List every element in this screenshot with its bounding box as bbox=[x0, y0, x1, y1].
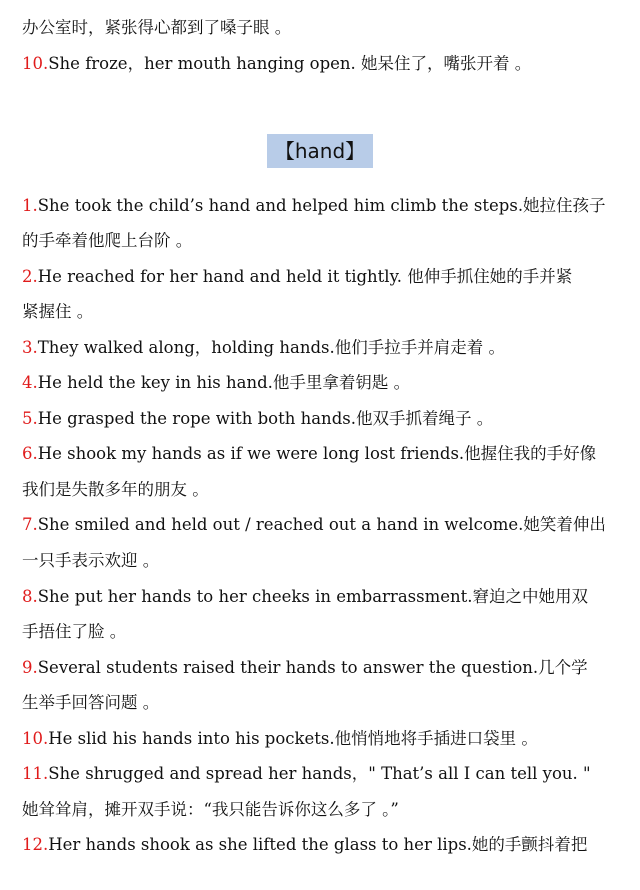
list-item-continuation: 紧握住 。 bbox=[22, 302, 94, 321]
item-text: She smiled and held out / reached out a hand in welcome.她笑着伸出 bbox=[37, 515, 606, 534]
list-item bbox=[22, 586, 622, 608]
list-item bbox=[22, 266, 622, 288]
list-item bbox=[22, 443, 622, 465]
item-text: He held the key in his hand.他手里拿着钥匙 。 bbox=[37, 373, 411, 392]
item-number: 11. bbox=[22, 764, 49, 783]
item-number: 8. bbox=[22, 587, 38, 606]
item-number: 12. bbox=[22, 835, 49, 854]
list-item-continuation: 我们是失散多年的朋友 。 bbox=[22, 480, 209, 499]
section-heading: 【hand】 bbox=[267, 134, 373, 168]
item-text: Several students raised their hands to answer the question.几个学 bbox=[37, 658, 588, 677]
list-item-continuation: 一只手表示欢迎 。 bbox=[22, 551, 160, 570]
section-heading-wrap bbox=[0, 134, 640, 168]
list-item bbox=[22, 728, 622, 750]
item-text: He shook my hands as if we were long lost friends.他握住我的手好像 bbox=[37, 444, 597, 463]
item-text: He grasped the rope with both hands.他双手抓着绳子 。 bbox=[37, 409, 494, 428]
item-text: They walked along，holding hands.他们手拉手并肩走着 。 bbox=[37, 338, 505, 357]
prev-continuation-line: 办公室时，紧张得心都到了嗓子眼 。 bbox=[22, 18, 292, 37]
item-number: 7. bbox=[22, 515, 38, 534]
item-text: She froze，her mouth hanging open. 她呆住了，嘴张开着 。 bbox=[48, 54, 532, 73]
item-text: He slid his hands into his pockets.他悄悄地将手插进口袋里 。 bbox=[48, 729, 538, 748]
item-number: 1. bbox=[22, 196, 38, 215]
list-item-continuation: 她耸耸肩，摊开双手说：“我只能告诉你这么多了 。” bbox=[22, 800, 399, 819]
list-item bbox=[22, 337, 622, 359]
item-text: Her hands shook as she lifted the glass to her lips.她的手颤抖着把 bbox=[48, 835, 588, 854]
item-number: 6. bbox=[22, 444, 38, 463]
list-item bbox=[22, 514, 622, 536]
prev-item-10 bbox=[22, 53, 622, 75]
list-item-continuation: 手捂住了脸 。 bbox=[22, 622, 127, 641]
item-number: 9. bbox=[22, 658, 38, 677]
list-item bbox=[22, 763, 622, 785]
item-number: 2. bbox=[22, 267, 38, 286]
item-number: 3. bbox=[22, 338, 38, 357]
list-item bbox=[22, 195, 622, 217]
item-number: 5. bbox=[22, 409, 38, 428]
item-text: He reached for her hand and held it tightly. 他伸手抓住她的手并紧 bbox=[37, 267, 573, 286]
item-text: She put her hands to her cheeks in embarrassment.窘迫之中她用双 bbox=[37, 587, 589, 606]
item-number: 10. bbox=[22, 54, 49, 73]
list-item-continuation: 生举手回答问题 。 bbox=[22, 693, 160, 712]
list-item bbox=[22, 372, 622, 394]
list-item-continuation: 的手牵着他爬上台阶 。 bbox=[22, 231, 193, 250]
item-number: 4. bbox=[22, 373, 38, 392]
item-number: 10. bbox=[22, 729, 49, 748]
list-item bbox=[22, 834, 622, 856]
item-text: She shrugged and spread her hands，" That’s all I can tell you. " bbox=[48, 764, 591, 783]
item-text: She took the child’s hand and helped him climb the steps.她拉住孩子 bbox=[37, 196, 606, 215]
list-item bbox=[22, 408, 622, 430]
list-item bbox=[22, 657, 622, 679]
